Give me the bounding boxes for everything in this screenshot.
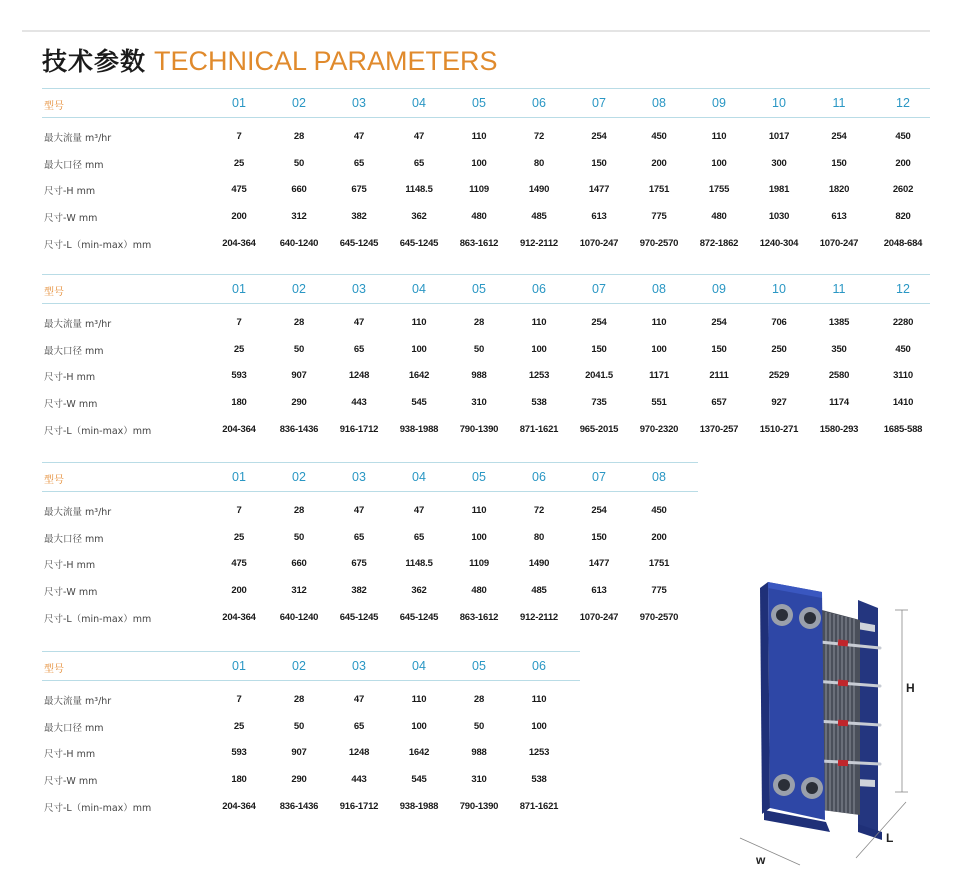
table-cell: 50 [473, 343, 485, 355]
table-cell: 204-364 [222, 611, 256, 623]
table-row [42, 523, 698, 550]
model-column-number: 11 [832, 282, 846, 296]
table-cell: 80 [533, 157, 545, 169]
row-label: 尺寸-W mm [44, 399, 98, 411]
model-column-number: 05 [472, 282, 486, 296]
table-row [42, 122, 930, 149]
table-cell: 640-1240 [279, 611, 319, 623]
table-cell: 1642 [408, 747, 430, 759]
model-column-number: 05 [472, 470, 486, 484]
table-cell: 3110 [893, 370, 913, 382]
table-cell: 1248 [348, 370, 370, 382]
table-cell: 65 [353, 157, 365, 169]
table-cell: 1477 [588, 184, 610, 196]
table-row [42, 576, 698, 603]
table-cell: 1109 [469, 184, 489, 196]
table-cell: 150 [831, 157, 847, 169]
table-cell: 25 [233, 157, 245, 169]
table-cell: 312 [291, 211, 307, 223]
table-cell: 480 [471, 211, 487, 223]
model-column-number: 03 [352, 96, 366, 110]
table-cell: 450 [895, 131, 911, 142]
table-cell: 50 [293, 720, 305, 732]
plate-heat-exchanger-illustration [730, 570, 930, 870]
table-cell: 1253 [528, 370, 550, 382]
table-cell: 545 [411, 774, 427, 786]
table-cell: 735 [591, 397, 607, 409]
model-column-number: 01 [232, 96, 246, 110]
table-cell: 65 [413, 531, 425, 543]
table-cell: 1148.5 [405, 558, 433, 570]
table-cell: 538 [531, 397, 547, 409]
table-cell: 1070-247 [819, 237, 859, 249]
table-cell: 50 [293, 157, 305, 169]
model-column-number: 04 [412, 470, 426, 484]
table-row [42, 229, 930, 256]
model-column-number: 01 [232, 282, 246, 296]
model-column-number: 06 [532, 282, 546, 296]
table-row [42, 202, 930, 229]
table-cell: 970-2570 [639, 611, 679, 623]
table-row [42, 738, 580, 765]
model-column-number: 06 [532, 96, 546, 110]
row-label: 最大流量 m³/hr [44, 319, 112, 330]
table-cell: 907 [291, 747, 307, 759]
table-cell: 28 [293, 131, 305, 142]
table-cell: 80 [533, 531, 545, 543]
page-title-english: TECHNICAL PARAMETERS [154, 46, 498, 76]
table-cell: 970-2320 [639, 423, 679, 435]
table-cell: 443 [351, 397, 367, 409]
table-cell: 110 [411, 694, 427, 705]
table-header-row [42, 274, 930, 304]
table-row [42, 415, 930, 442]
table-cell: 100 [471, 157, 487, 169]
row-label: 最大流量 m³/hr [44, 133, 112, 144]
model-column-number: 07 [592, 282, 606, 296]
table-cell: 593 [231, 370, 247, 382]
table-cell: 110 [651, 317, 667, 328]
model-column-number: 12 [896, 96, 910, 110]
table-header-row [42, 462, 698, 492]
row-label: 最大口径 mm [44, 533, 104, 545]
model-column-number: 02 [292, 96, 306, 110]
model-column-number: 02 [292, 282, 306, 296]
model-header-label: 型号 [44, 287, 64, 298]
table-cell: 25 [233, 531, 245, 543]
model-column-number: 03 [352, 659, 366, 673]
table-cell: 907 [291, 370, 307, 382]
table-cell: 100 [531, 720, 547, 732]
model-column-number: 09 [712, 282, 726, 296]
table-cell: 310 [471, 774, 487, 786]
table-cell: 871-1621 [519, 800, 559, 812]
table-cell: 706 [771, 317, 787, 328]
table-row [42, 308, 930, 335]
table-cell: 204-364 [222, 800, 256, 812]
exchanger-port-bottom-right [801, 777, 823, 799]
row-label: 尺寸-H mm [44, 186, 96, 198]
table-cell: 480 [711, 211, 727, 223]
table-cell: 200 [231, 585, 247, 597]
table-cell: 675 [351, 558, 367, 570]
model-column-number: 05 [472, 96, 486, 110]
table-cell: 675 [351, 184, 367, 196]
row-label: 最大流量 m³/hr [44, 696, 112, 707]
table-cell: 965-2015 [579, 423, 619, 435]
model-column-number: 11 [832, 96, 846, 110]
table-cell: 863-1612 [459, 611, 499, 623]
table-cell: 100 [411, 343, 427, 355]
table-cell: 180 [231, 397, 247, 409]
table-cell: 1751 [648, 558, 670, 570]
table-cell: 50 [293, 531, 305, 543]
table-cell: 204-364 [222, 237, 256, 249]
model-column-number: 10 [772, 282, 786, 296]
table-row [42, 792, 580, 819]
table-cell: 200 [651, 157, 667, 169]
table-cell: 72 [533, 131, 545, 142]
table-cell: 312 [291, 585, 307, 597]
table-cell: 660 [291, 184, 307, 196]
row-label: 尺寸-H mm [44, 749, 96, 761]
table-row [42, 175, 930, 202]
table-cell: 545 [411, 397, 427, 409]
parameter-table-2 [42, 274, 930, 441]
table-cell: 1385 [828, 317, 850, 328]
table-cell: 310 [471, 397, 487, 409]
table-cell: 450 [651, 131, 667, 142]
table-cell: 836-1436 [279, 800, 319, 812]
model-column-number: 05 [472, 659, 486, 673]
table-cell: 28 [473, 317, 485, 328]
exchanger-port-bottom-left [773, 774, 795, 796]
table-cell: 836-1436 [279, 423, 319, 435]
table-cell: 47 [353, 694, 365, 705]
table-row [42, 765, 580, 792]
table-cell: 1477 [588, 558, 610, 570]
row-label: 尺寸-W mm [44, 587, 98, 599]
table-row [42, 361, 930, 388]
row-label: 尺寸-L（min-max）mm [44, 239, 152, 251]
dimension-h-label: H [906, 681, 915, 695]
table-cell: 485 [531, 585, 547, 597]
table-row [42, 149, 930, 176]
row-label: 尺寸-L（min-max）mm [44, 802, 152, 814]
table-cell: 150 [591, 531, 607, 543]
table-cell: 988 [471, 370, 487, 382]
table-cell: 100 [471, 531, 487, 543]
table-cell: 640-1240 [279, 237, 319, 249]
model-column-number: 08 [652, 282, 666, 296]
model-column-number: 07 [592, 96, 606, 110]
exchanger-port-top-right [799, 607, 821, 629]
model-column-number: 01 [232, 659, 246, 673]
table-cell: 551 [651, 397, 667, 409]
table-row [42, 388, 930, 415]
table-cell: 254 [831, 131, 847, 142]
table-cell: 912-2112 [519, 237, 559, 249]
table-cell: 912-2112 [519, 611, 559, 623]
row-label: 最大口径 mm [44, 159, 104, 171]
table-cell: 362 [411, 211, 427, 223]
table-cell: 2041.5 [585, 370, 613, 382]
table-cell: 47 [353, 131, 365, 142]
model-header-label: 型号 [44, 664, 64, 675]
table-cell: 2602 [892, 184, 914, 196]
model-column-number: 04 [412, 282, 426, 296]
table-cell: 7 [236, 131, 242, 142]
table-cell: 110 [711, 131, 727, 142]
row-label: 最大流量 m³/hr [44, 507, 112, 518]
table-cell: 200 [895, 157, 911, 169]
table-cell: 1070-247 [579, 611, 619, 623]
table-cell: 72 [533, 505, 545, 516]
table-cell: 1240-304 [759, 237, 799, 249]
table-cell: 645-1245 [399, 237, 439, 249]
dimension-l-label: L [886, 831, 894, 845]
table-cell: 25 [233, 343, 245, 355]
table-cell: 443 [351, 774, 367, 786]
table-cell: 250 [771, 343, 787, 355]
model-column-number: 04 [412, 96, 426, 110]
model-column-number: 03 [352, 282, 366, 296]
table-cell: 204-364 [222, 423, 256, 435]
table-cell: 300 [771, 157, 787, 169]
model-column-number: 09 [712, 96, 726, 110]
table-cell: 988 [471, 747, 487, 759]
table-cell: 110 [411, 317, 427, 328]
model-column-number: 04 [412, 659, 426, 673]
table-cell: 1253 [528, 747, 550, 759]
table-cell: 65 [353, 343, 365, 355]
table-cell: 790-1390 [459, 800, 499, 812]
model-column-number: 12 [896, 282, 910, 296]
table-cell: 1148.5 [405, 184, 433, 196]
table-cell: 100 [711, 157, 727, 169]
table-cell: 480 [471, 585, 487, 597]
table-cell: 50 [293, 343, 305, 355]
table-cell: 362 [411, 585, 427, 597]
parameter-table-1 [42, 88, 930, 255]
table-cell: 790-1390 [459, 423, 499, 435]
table-cell: 1109 [469, 558, 489, 570]
table-cell: 65 [413, 157, 425, 169]
table-cell: 28 [293, 317, 305, 328]
table-cell: 254 [711, 317, 727, 328]
table-cell: 7 [236, 317, 242, 328]
table-cell: 254 [591, 505, 607, 516]
table-cell: 450 [895, 343, 911, 355]
table-cell: 200 [231, 211, 247, 223]
table-cell: 1070-247 [579, 237, 619, 249]
table-row [42, 549, 698, 576]
table-cell: 475 [231, 558, 247, 570]
table-cell: 2529 [768, 370, 790, 382]
table-cell: 1248 [348, 747, 370, 759]
parameter-table-4 [42, 651, 580, 818]
row-label: 最大口径 mm [44, 722, 104, 734]
table-cell: 1017 [768, 131, 790, 142]
top-divider [22, 30, 930, 32]
model-header-label: 型号 [44, 475, 64, 486]
table-cell: 475 [231, 184, 247, 196]
table-cell: 1642 [408, 370, 430, 382]
model-column-number: 08 [652, 470, 666, 484]
table-cell: 290 [291, 774, 307, 786]
table-row [42, 496, 698, 523]
table-cell: 2580 [828, 370, 850, 382]
table-cell: 657 [711, 397, 727, 409]
table-cell: 2280 [892, 317, 914, 328]
table-cell: 485 [531, 211, 547, 223]
table-cell: 254 [591, 131, 607, 142]
row-label: 尺寸-H mm [44, 372, 96, 384]
table-cell: 150 [711, 343, 727, 355]
page-title-chinese: 技术参数 [42, 47, 147, 76]
table-cell: 593 [231, 747, 247, 759]
row-label: 尺寸-W mm [44, 776, 98, 788]
model-column-number: 02 [292, 659, 306, 673]
exchanger-rear-column [858, 600, 878, 832]
table-cell: 382 [351, 211, 367, 223]
table-cell: 100 [411, 720, 427, 732]
model-column-number: 02 [292, 470, 306, 484]
table-cell: 1030 [768, 211, 790, 223]
model-column-number: 03 [352, 470, 366, 484]
table-cell: 1820 [828, 184, 850, 196]
table-cell: 47 [353, 505, 365, 516]
table-cell: 290 [291, 397, 307, 409]
table-cell: 28 [293, 694, 305, 705]
model-column-number: 06 [532, 659, 546, 673]
model-column-number: 06 [532, 470, 546, 484]
table-cell: 970-2570 [639, 237, 679, 249]
table-cell: 47 [353, 317, 365, 328]
page-title [42, 42, 498, 76]
table-cell: 916-1712 [339, 423, 379, 435]
row-label: 尺寸-W mm [44, 213, 98, 225]
table-cell: 1370-257 [699, 423, 739, 435]
table-cell: 1490 [528, 558, 550, 570]
table-cell: 1580-293 [819, 423, 859, 435]
model-column-number: 07 [592, 470, 606, 484]
table-cell: 200 [651, 531, 667, 543]
row-label: 最大口径 mm [44, 345, 104, 357]
table-cell: 180 [231, 774, 247, 786]
table-cell: 938-1988 [399, 423, 439, 435]
row-label: 尺寸-L（min-max）mm [44, 613, 152, 625]
table-cell: 1685-588 [883, 423, 923, 435]
table-cell: 28 [473, 694, 485, 705]
table-row [42, 335, 930, 362]
table-cell: 863-1612 [459, 237, 499, 249]
table-cell: 872-1862 [699, 237, 739, 249]
table-cell: 820 [895, 211, 911, 223]
table-cell: 938-1988 [399, 800, 439, 812]
table-row [42, 603, 698, 630]
table-cell: 1490 [528, 184, 550, 196]
table-cell: 645-1245 [339, 237, 379, 249]
model-header-label: 型号 [44, 101, 64, 112]
table-cell: 1174 [829, 397, 849, 409]
table-cell: 2048-684 [883, 237, 923, 249]
table-cell: 871-1621 [519, 423, 559, 435]
table-cell: 775 [651, 585, 667, 597]
table-cell: 382 [351, 585, 367, 597]
table-row [42, 685, 580, 712]
table-cell: 916-1712 [339, 800, 379, 812]
model-column-number: 10 [772, 96, 786, 110]
table-cell: 645-1245 [339, 611, 379, 623]
exchanger-port-top-left [771, 604, 793, 626]
table-cell: 47 [413, 131, 425, 142]
table-cell: 613 [831, 211, 847, 223]
dimension-w-label: w [756, 853, 766, 867]
table-cell: 1510-271 [759, 423, 799, 435]
table-cell: 110 [531, 694, 547, 705]
table-cell: 25 [233, 720, 245, 732]
table-cell: 100 [651, 343, 667, 355]
table-cell: 7 [236, 694, 242, 705]
table-cell: 1981 [768, 184, 790, 196]
table-cell: 28 [293, 505, 305, 516]
model-column-number: 01 [232, 470, 246, 484]
table-cell: 927 [771, 397, 787, 409]
table-cell: 1410 [892, 397, 914, 409]
table-cell: 7 [236, 505, 242, 516]
table-cell: 110 [471, 131, 487, 142]
table-cell: 2111 [709, 370, 729, 382]
row-label: 尺寸-L（min-max）mm [44, 425, 152, 437]
table-cell: 613 [591, 211, 607, 223]
row-label: 尺寸-H mm [44, 560, 96, 572]
table-cell: 538 [531, 774, 547, 786]
table-cell: 150 [591, 343, 607, 355]
table-cell: 110 [471, 505, 487, 516]
table-row [42, 712, 580, 739]
table-cell: 100 [531, 343, 547, 355]
table-cell: 65 [353, 720, 365, 732]
table-cell: 350 [831, 343, 847, 355]
model-column-number: 08 [652, 96, 666, 110]
table-cell: 450 [651, 505, 667, 516]
table-header-row [42, 88, 930, 118]
table-cell: 645-1245 [399, 611, 439, 623]
table-cell: 50 [473, 720, 485, 732]
table-cell: 1171 [649, 370, 669, 382]
table-header-row [42, 651, 580, 681]
table-cell: 47 [413, 505, 425, 516]
table-cell: 150 [591, 157, 607, 169]
table-cell: 1751 [648, 184, 670, 196]
table-cell: 775 [651, 211, 667, 223]
table-cell: 110 [531, 317, 547, 328]
table-cell: 660 [291, 558, 307, 570]
table-cell: 613 [591, 585, 607, 597]
table-cell: 1755 [708, 184, 730, 196]
parameter-table-3 [42, 462, 698, 629]
table-cell: 254 [591, 317, 607, 328]
table-cell: 65 [353, 531, 365, 543]
